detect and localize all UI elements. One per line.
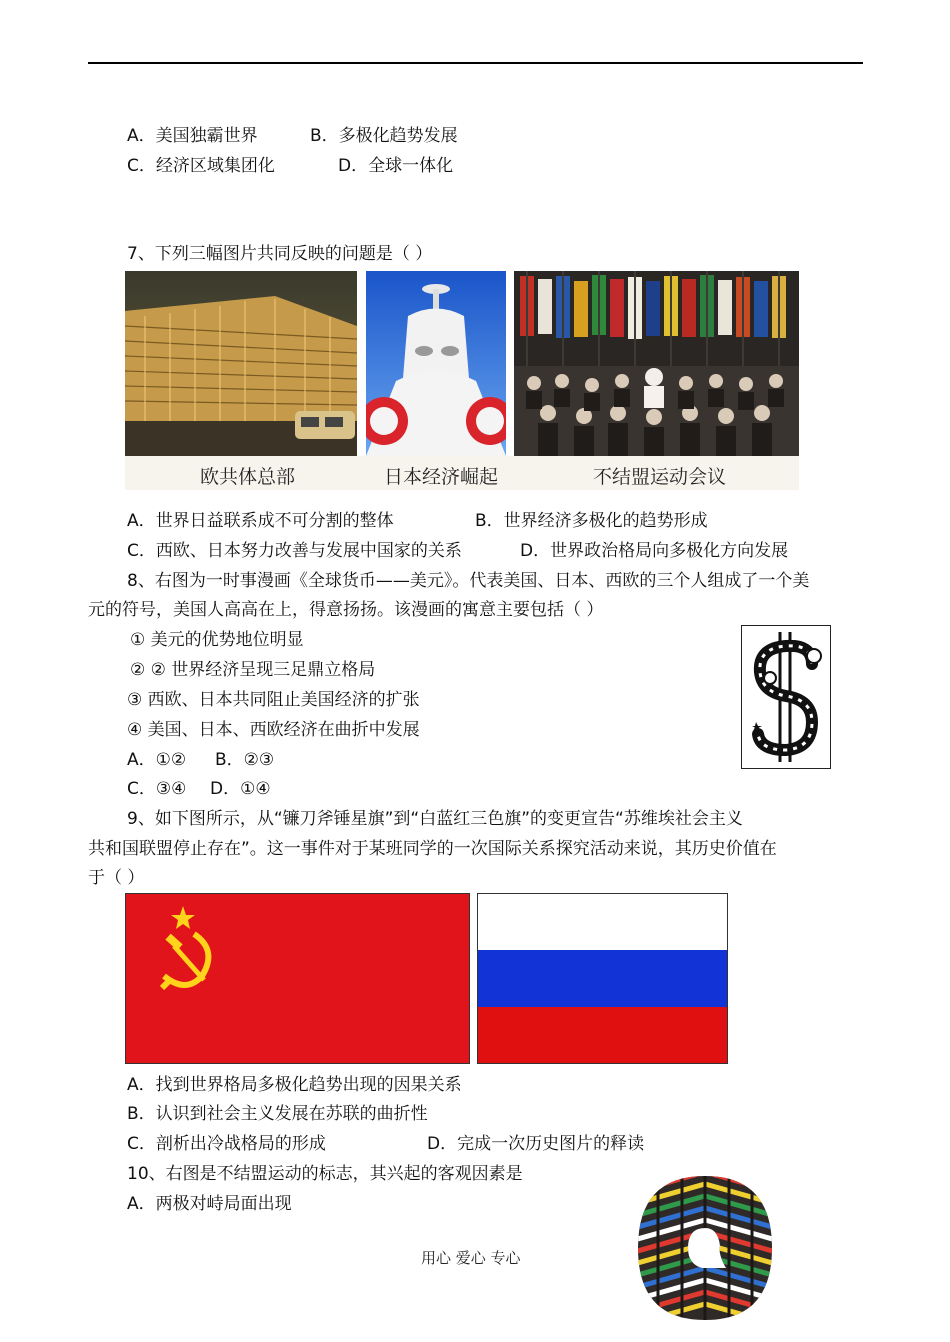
japan-tower-photo	[366, 271, 506, 456]
q7-stem: 7、下列三幅图片共同反映的问题是（ ）	[127, 244, 433, 264]
caption-ec-headquarters: 欧共体总部	[200, 466, 296, 488]
q8-option-b: B．②③	[215, 750, 275, 770]
caption-nam-conference: 不结盟运动会议	[593, 466, 727, 488]
ec-headquarters-photo	[125, 271, 357, 456]
caption-japan-rise: 日本经济崛起	[384, 466, 499, 488]
q10-stem: 10、右图是不结盟运动的标志，其兴起的客观因素是	[127, 1164, 523, 1184]
russian-flag	[477, 893, 728, 1064]
q9-option-a: A．找到世界格局多极化趋势出现的因果关系	[127, 1075, 462, 1095]
q9-stem-line2: 共和国联盟停止存在”。这一事件对于某班同学的一次国际关系探究活动来说，其历史价值在	[88, 839, 777, 859]
header-rule	[88, 62, 863, 64]
q8-option-a: A．①②	[127, 750, 187, 770]
q9-option-c: C．剖析出冷战格局的形成	[127, 1134, 326, 1154]
q6-option-d: D．全球一体化	[338, 156, 454, 176]
nam-conference-photo	[514, 271, 799, 456]
q6-option-a: A．美国独霸世界	[127, 126, 258, 146]
soviet-flag	[125, 893, 470, 1064]
page-footer: 用心 爱心 专心	[421, 1249, 521, 1267]
q7-option-a: A．世界日益联系成不可分割的整体	[127, 511, 394, 531]
q8-item-2: ② ② 世界经济呈现三足鼎立格局	[130, 660, 376, 680]
q7-option-b: B．世界经济多极化的趋势形成	[475, 511, 708, 531]
q9-stem-line1: 9、如下图所示，从“镰刀斧锤星旗”到“白蓝红三色旗”的变更宣告“苏维埃社会主义	[127, 809, 743, 829]
q9-option-b: B．认识到社会主义发展在苏联的曲折性	[127, 1104, 428, 1124]
q9-stem-line3: 于（ ）	[88, 868, 145, 888]
q8-item-1: ① 美元的优势地位明显	[130, 630, 304, 650]
dollar-cartoon	[741, 625, 831, 769]
q7-option-d: D．世界政治格局向多极化方向发展	[520, 541, 789, 561]
q8-option-c: C．③④	[127, 779, 187, 799]
q9-option-d: D．完成一次历史图片的释读	[427, 1134, 645, 1154]
q8-option-d: D．①④	[210, 779, 271, 799]
q8-stem-line2: 元的符号，美国人高高在上，得意扬扬。该漫画的寓意主要包括（ ）	[88, 600, 604, 620]
q6-option-c: C．经济区域集团化	[127, 156, 275, 176]
q8-item-3: ③ 西欧、日本共同阻止美国经济的扩张	[127, 690, 420, 710]
q10-option-a: A．两极对峙局面出现	[127, 1194, 292, 1214]
nam-emblem	[634, 1172, 776, 1324]
q7-option-c: C．西欧、日本努力改善与发展中国家的关系	[127, 541, 462, 561]
q6-option-b: B．多极化趋势发展	[310, 126, 458, 146]
q8-stem-line1: 8、右图为一时事漫画《全球货币——美元》。代表美国、日本、西欧的三个人组成了一个美	[127, 571, 810, 591]
q8-item-4: ④ 美国、日本、西欧经济在曲折中发展	[127, 720, 420, 740]
